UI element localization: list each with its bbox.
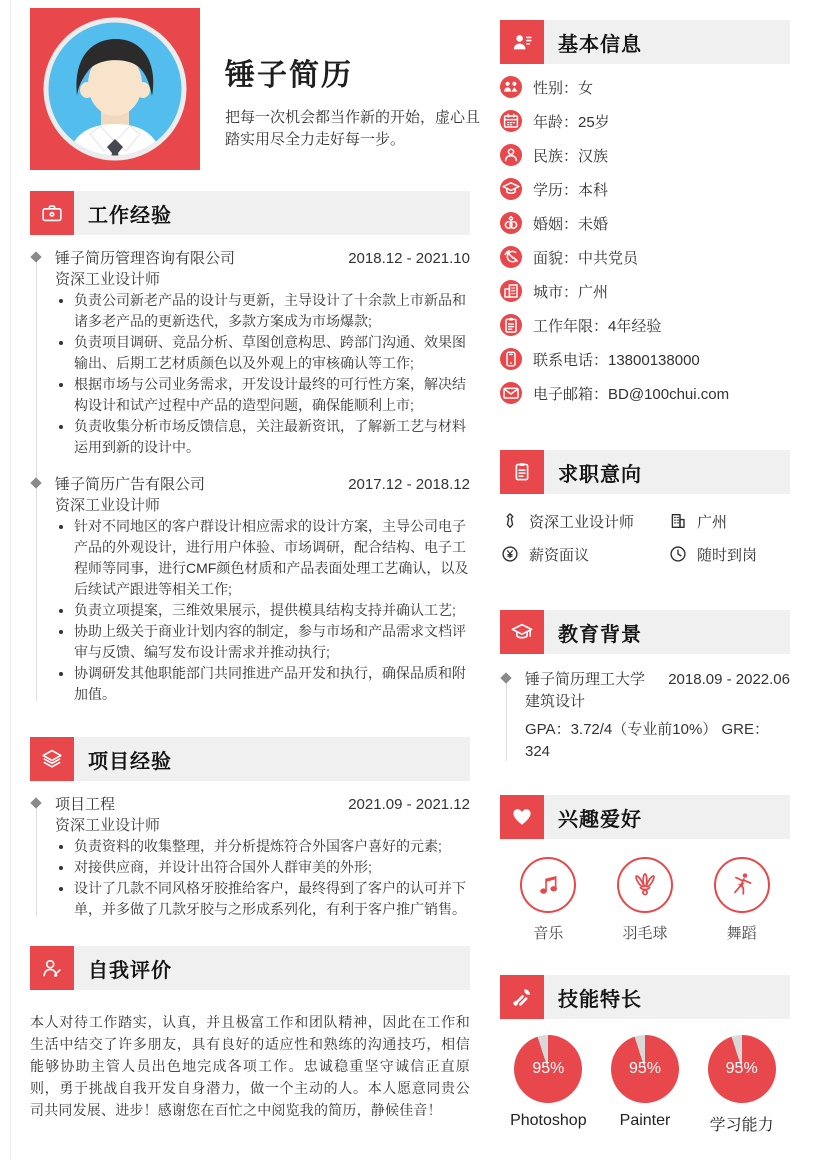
hobby-list bbox=[500, 857, 790, 943]
education-date: 2018.09 - 2022.06 bbox=[668, 671, 790, 688]
section-header-basic-info bbox=[500, 20, 790, 64]
clock-icon bbox=[668, 544, 688, 564]
bullet: • 针对不同地区的客户群设计相应需求的设计方案，主导公司电子产品的外观设计，进行用户体验、市场调研，配合结构、电子工程师等同事，进行CMF颜色材质和产品表面处理工艺确认，以及后续试产跟进等相关工作; bbox=[74, 516, 470, 600]
heart-icon bbox=[500, 795, 544, 839]
info-row-email bbox=[500, 376, 790, 410]
tie-icon bbox=[500, 511, 520, 531]
info-row-age bbox=[500, 104, 790, 138]
date-range: 2018.12 - 2021.10 bbox=[348, 250, 470, 267]
hobby-music: 音乐 bbox=[500, 857, 597, 943]
info-text: 电子邮箱：BD@100chui.com bbox=[533, 385, 730, 403]
skill-photoshop: 95% Photoshop bbox=[500, 1035, 597, 1135]
hobby-badminton: 羽毛球 bbox=[597, 857, 694, 943]
section-header-work bbox=[30, 191, 470, 235]
info-text: 民族：汉族 bbox=[533, 147, 609, 165]
section-title-education: 教育背景 bbox=[558, 623, 642, 646]
info-text: 性别：女 bbox=[533, 79, 594, 97]
info-text: 联系电话：13800138000 bbox=[533, 351, 700, 369]
info-row-ethnicity bbox=[500, 138, 790, 172]
basic-info-list bbox=[500, 70, 790, 410]
gender-icon bbox=[500, 76, 522, 98]
info-text: 城市：广州 bbox=[533, 283, 609, 301]
skill-percent: 95% bbox=[532, 1060, 565, 1077]
profile-header bbox=[30, 8, 481, 170]
phone-icon bbox=[500, 348, 522, 370]
avatar bbox=[30, 8, 200, 170]
age-icon bbox=[500, 110, 522, 132]
tools-icon bbox=[500, 975, 544, 1019]
section-header-skills bbox=[500, 975, 790, 1019]
bullet: • 根据市场与公司业务需求，开发设计最终的可行性方案，解决结构设计和试产过程中产品的造型问题，确保能顺利上市; bbox=[74, 374, 470, 416]
right-column bbox=[500, 20, 790, 1135]
city-icon bbox=[500, 280, 522, 302]
info-row-education bbox=[500, 172, 790, 206]
work-item bbox=[55, 474, 470, 705]
bullet: • 负责资料的收集整理，并分析提炼符合外国客户喜好的元素; bbox=[74, 836, 470, 857]
ethnicity-icon bbox=[500, 144, 522, 166]
section-header-hobbies bbox=[500, 795, 790, 839]
section-title-work: 工作经验 bbox=[88, 204, 172, 227]
info-row-phone bbox=[500, 342, 790, 376]
date-range: 2021.09 - 2021.12 bbox=[348, 796, 470, 813]
intention-city: 广州 bbox=[668, 510, 790, 532]
page-title: 锤子简历 bbox=[225, 59, 353, 92]
project-item bbox=[55, 794, 470, 920]
bullet: • 负责收集分析市场反馈信息，关注最新资讯，了解新工艺与材料运用到新的设计中。 bbox=[74, 416, 470, 458]
briefcase-icon bbox=[30, 191, 74, 235]
project-bullets bbox=[55, 836, 470, 920]
section-header-education bbox=[500, 610, 790, 654]
intention-salary: 薪资面议 bbox=[500, 543, 668, 565]
intention-position: 资深工业设计师 bbox=[500, 510, 668, 532]
school-name: 锤子简历理工大学 bbox=[525, 671, 646, 688]
education-icon bbox=[500, 178, 522, 200]
dancer-icon bbox=[714, 857, 770, 913]
intention-availability: 随时到岗 bbox=[668, 543, 790, 565]
skill-percent: 95% bbox=[725, 1060, 758, 1077]
job-title: 资深工业设计师 bbox=[55, 497, 161, 514]
skill-percent: 95% bbox=[628, 1060, 662, 1077]
party-icon bbox=[500, 246, 522, 268]
project-list bbox=[30, 794, 470, 920]
major: 建筑设计 bbox=[525, 693, 586, 710]
company-name: 锤子简历管理咨询有限公司 bbox=[55, 250, 236, 267]
bullet: • 协助上级关于商业计划内容的制定，参与市场和产品需求文档评审与反馈、编写发布设计需求并推动执行; bbox=[74, 621, 470, 663]
profile-motto: 把每一次机会都当作新的开始，虚心且踏实用尽全力走好每一步。 bbox=[225, 109, 481, 148]
bullet: • 协调研发其他职能部门共同推进产品开发和执行，确保品质和附加值。 bbox=[74, 663, 470, 705]
bullet: • 对接供应商，并设计出符合国外人群审美的外形; bbox=[74, 857, 470, 878]
info-text: 面貌：中共党员 bbox=[533, 249, 639, 267]
bullet: • 设计了几款不同风格牙胶推给客户，最终得到了客户的认可并下单，并多做了几款牙胶与之形成系列化，有利于客户推广销售。 bbox=[74, 878, 470, 920]
profile-text bbox=[200, 8, 487, 170]
info-text: 学历：本科 bbox=[533, 181, 609, 199]
layers-icon bbox=[30, 737, 74, 781]
skill-list bbox=[500, 1035, 790, 1135]
graduation-cap-icon bbox=[500, 610, 544, 654]
info-text: 婚姻：未婚 bbox=[533, 215, 609, 233]
skill-learning: 95% 学习能力 bbox=[693, 1035, 790, 1135]
section-header-project bbox=[30, 737, 470, 781]
gpa-gre: GPA：3.72/4（专业前10%） GRE：324 bbox=[525, 721, 769, 760]
building-icon bbox=[668, 511, 688, 531]
info-row-city bbox=[500, 274, 790, 308]
clipboard-icon bbox=[500, 450, 544, 494]
info-row-work-years bbox=[500, 308, 790, 342]
education-item bbox=[500, 669, 790, 763]
skill-donut bbox=[611, 1035, 679, 1103]
badminton-icon bbox=[617, 857, 673, 913]
left-column bbox=[30, 8, 481, 1121]
section-title-self-eval: 自我评价 bbox=[88, 959, 172, 982]
info-row-gender bbox=[500, 70, 790, 104]
email-icon bbox=[500, 382, 522, 404]
skill-donut bbox=[708, 1035, 776, 1103]
section-title-intention: 求职意向 bbox=[558, 463, 642, 486]
job-title: 资深工业设计师 bbox=[55, 271, 161, 288]
info-row-marriage bbox=[500, 206, 790, 240]
skill-painter: 95% Painter bbox=[597, 1035, 694, 1135]
work-item bbox=[55, 248, 470, 458]
section-header-intention bbox=[500, 450, 790, 494]
project-name: 项目工程 bbox=[55, 796, 116, 813]
work-bullets bbox=[55, 290, 470, 458]
hobby-dance: 舞蹈 bbox=[693, 857, 790, 943]
work-bullets bbox=[55, 516, 470, 705]
date-range: 2017.12 - 2018.12 bbox=[348, 476, 470, 493]
section-title-project: 项目经验 bbox=[88, 750, 172, 773]
bullet: • 负责项目调研、竞品分析、草图创意构思、跨部门沟通、效果图输出、后期工艺材质颜色以及外观上的审核确认等工作; bbox=[74, 332, 470, 374]
job-title: 资深工业设计师 bbox=[55, 817, 161, 834]
section-title-basic-info: 基本信息 bbox=[558, 33, 642, 56]
music-icon bbox=[520, 857, 576, 913]
intention-grid bbox=[500, 510, 790, 565]
self-eval-text: 本人对待工作踏实，认真，并且极富工作和团队精神，因此在工作和生活中结交了许多朋友，具有良好的适应性和熟练的沟通技巧，相信能够协助主管人员出色地完成各项工作。忠诚稳重坚守诚信正直原则，勇于挑战自我开发自身潜力，做一个主动的人。本人愿意同贵公司共同发展、进步！感谢您在百忙之中阅览我的简历，静候佳音！ bbox=[30, 1014, 470, 1118]
section-title-skills: 技能特长 bbox=[558, 988, 642, 1011]
bullet: • 负责公司新老产品的设计与更新，主导设计了十余款上市新品和诸多老产品的更新迭代，多款方案成为市场爆款; bbox=[74, 290, 470, 332]
work-list bbox=[30, 248, 470, 705]
section-title-hobbies: 兴趣爱好 bbox=[558, 808, 642, 831]
marriage-icon bbox=[500, 212, 522, 234]
section-header-self-eval bbox=[30, 946, 470, 990]
page-edge-line bbox=[10, 0, 11, 1160]
company-name: 锤子简历广告有限公司 bbox=[55, 476, 206, 493]
salary-icon bbox=[500, 544, 520, 564]
id-person-icon bbox=[500, 20, 544, 64]
person-edit-icon bbox=[30, 946, 74, 990]
bullet: • 负责立项提案，三维效果展示，提供模具结构支持并确认工艺; bbox=[74, 600, 470, 621]
info-text: 工作年限：4年经验 bbox=[533, 317, 662, 335]
info-row-party bbox=[500, 240, 790, 274]
work-years-icon bbox=[500, 314, 522, 336]
info-text: 年龄：25岁 bbox=[533, 113, 610, 131]
skill-donut bbox=[514, 1035, 582, 1103]
